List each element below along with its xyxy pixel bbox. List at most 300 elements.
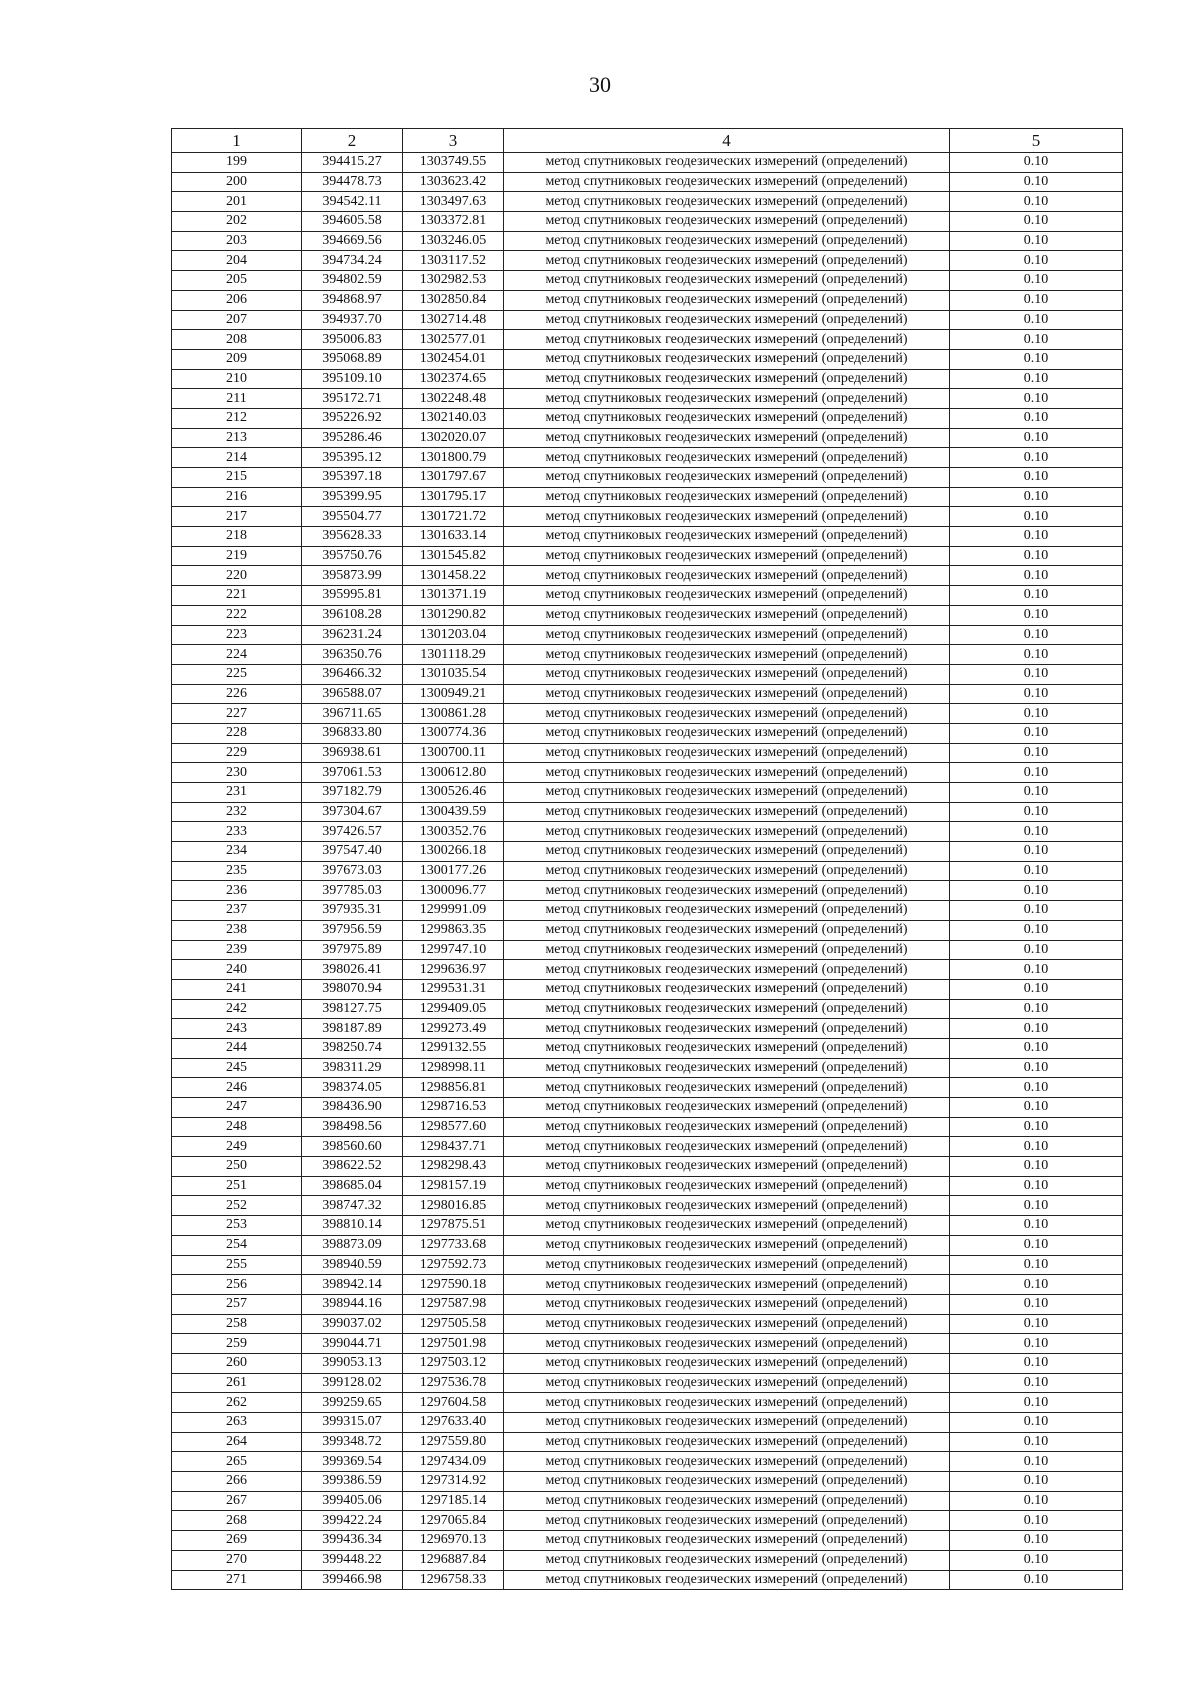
method-cell: метод спутниковых геодезических измерений (определений): [504, 1275, 950, 1295]
point-number-cell: 208: [172, 330, 302, 350]
y-coordinate-cell: 1299531.31: [403, 979, 504, 999]
x-coordinate-cell: 395286.46: [302, 428, 403, 448]
x-coordinate-cell: 397785.03: [302, 881, 403, 901]
table-row: [172, 349, 1123, 369]
point-number-cell: 268: [172, 1511, 302, 1531]
y-coordinate-cell: 1301797.67: [403, 468, 504, 488]
table-header-row: [172, 129, 1123, 153]
method-cell: метод спутниковых геодезических измерений (определений): [504, 625, 950, 645]
table-row: [172, 507, 1123, 527]
table-row: [172, 192, 1123, 212]
accuracy-cell: 0.10: [950, 1511, 1123, 1531]
x-coordinate-cell: 395068.89: [302, 349, 403, 369]
point-number-cell: 254: [172, 1235, 302, 1255]
table-row: [172, 290, 1123, 310]
method-cell: метод спутниковых геодезических измерений (определений): [504, 763, 950, 783]
method-cell: метод спутниковых геодезических измерений (определений): [504, 822, 950, 842]
x-coordinate-cell: 398498.56: [302, 1117, 403, 1137]
x-coordinate-cell: 394734.24: [302, 251, 403, 271]
table-row: [172, 664, 1123, 684]
x-coordinate-cell: 397061.53: [302, 763, 403, 783]
point-number-cell: 245: [172, 1058, 302, 1078]
table-row: [172, 1353, 1123, 1373]
table-row: [172, 920, 1123, 940]
x-coordinate-cell: 395226.92: [302, 408, 403, 428]
method-cell: метод спутниковых геодезических измерений (определений): [504, 349, 950, 369]
method-cell: метод спутниковых геодезических измерений (определений): [504, 468, 950, 488]
y-coordinate-cell: 1299991.09: [403, 901, 504, 921]
method-cell: метод спутниковых геодезических измерений (определений): [504, 487, 950, 507]
point-number-cell: 234: [172, 842, 302, 862]
accuracy-cell: 0.10: [950, 1353, 1123, 1373]
accuracy-cell: 0.10: [950, 1570, 1123, 1590]
accuracy-cell: 0.10: [950, 940, 1123, 960]
x-coordinate-cell: 398187.89: [302, 1019, 403, 1039]
y-coordinate-cell: 1297503.12: [403, 1353, 504, 1373]
table-row: [172, 1491, 1123, 1511]
point-number-cell: 215: [172, 468, 302, 488]
method-cell: метод спутниковых геодезических измерений (определений): [504, 251, 950, 271]
x-coordinate-cell: 398810.14: [302, 1216, 403, 1236]
table-row: [172, 1058, 1123, 1078]
accuracy-cell: 0.10: [950, 428, 1123, 448]
point-number-cell: 270: [172, 1550, 302, 1570]
point-number-cell: 248: [172, 1117, 302, 1137]
y-coordinate-cell: 1301721.72: [403, 507, 504, 527]
point-number-cell: 199: [172, 153, 302, 173]
point-number-cell: 240: [172, 960, 302, 980]
table-row: [172, 723, 1123, 743]
point-number-cell: 225: [172, 664, 302, 684]
point-number-cell: 211: [172, 389, 302, 409]
accuracy-cell: 0.10: [950, 546, 1123, 566]
point-number-cell: 223: [172, 625, 302, 645]
accuracy-cell: 0.10: [950, 1373, 1123, 1393]
x-coordinate-cell: 394415.27: [302, 153, 403, 173]
table-row: [172, 1393, 1123, 1413]
table-row: [172, 645, 1123, 665]
accuracy-cell: 0.10: [950, 1550, 1123, 1570]
accuracy-cell: 0.10: [950, 330, 1123, 350]
table-row: [172, 625, 1123, 645]
y-coordinate-cell: 1299747.10: [403, 940, 504, 960]
y-coordinate-cell: 1298577.60: [403, 1117, 504, 1137]
x-coordinate-cell: 395750.76: [302, 546, 403, 566]
method-cell: метод спутниковых геодезических измерений (определений): [504, 1550, 950, 1570]
accuracy-cell: 0.10: [950, 369, 1123, 389]
table-row: [172, 172, 1123, 192]
table-row: [172, 1117, 1123, 1137]
x-coordinate-cell: 398685.04: [302, 1176, 403, 1196]
y-coordinate-cell: 1298298.43: [403, 1157, 504, 1177]
y-coordinate-cell: 1297590.18: [403, 1275, 504, 1295]
table-row: [172, 1157, 1123, 1177]
point-number-cell: 217: [172, 507, 302, 527]
accuracy-cell: 0.10: [950, 1294, 1123, 1314]
method-cell: метод спутниковых геодезических измерений (определений): [504, 192, 950, 212]
header-col-5: 5: [950, 129, 1123, 153]
x-coordinate-cell: 398250.74: [302, 1038, 403, 1058]
method-cell: метод спутниковых геодезических измерений (определений): [504, 1491, 950, 1511]
y-coordinate-cell: 1300949.21: [403, 684, 504, 704]
table-row: [172, 901, 1123, 921]
x-coordinate-cell: 399386.59: [302, 1472, 403, 1492]
table-row: [172, 1176, 1123, 1196]
table-body: [172, 153, 1123, 1590]
x-coordinate-cell: 394478.73: [302, 172, 403, 192]
point-number-cell: 200: [172, 172, 302, 192]
point-number-cell: 251: [172, 1176, 302, 1196]
method-cell: метод спутниковых геодезических измерений (определений): [504, 310, 950, 330]
y-coordinate-cell: 1297314.92: [403, 1472, 504, 1492]
accuracy-cell: 0.10: [950, 1176, 1123, 1196]
y-coordinate-cell: 1302020.07: [403, 428, 504, 448]
point-number-cell: 258: [172, 1314, 302, 1334]
point-number-cell: 230: [172, 763, 302, 783]
x-coordinate-cell: 397426.57: [302, 822, 403, 842]
method-cell: метод спутниковых геодезических измерений (определений): [504, 1393, 950, 1413]
y-coordinate-cell: 1299409.05: [403, 999, 504, 1019]
header-col-2: 2: [302, 129, 403, 153]
y-coordinate-cell: 1298716.53: [403, 1098, 504, 1118]
y-coordinate-cell: 1300861.28: [403, 704, 504, 724]
y-coordinate-cell: 1300352.76: [403, 822, 504, 842]
header-col-4: 4: [504, 129, 950, 153]
accuracy-cell: 0.10: [950, 1531, 1123, 1551]
y-coordinate-cell: 1301035.54: [403, 664, 504, 684]
x-coordinate-cell: 398374.05: [302, 1078, 403, 1098]
table-row: [172, 1314, 1123, 1334]
table-row: [172, 1294, 1123, 1314]
method-cell: метод спутниковых геодезических измерений (определений): [504, 1157, 950, 1177]
accuracy-cell: 0.10: [950, 999, 1123, 1019]
x-coordinate-cell: 397547.40: [302, 842, 403, 862]
point-number-cell: 260: [172, 1353, 302, 1373]
point-number-cell: 255: [172, 1255, 302, 1275]
accuracy-cell: 0.10: [950, 310, 1123, 330]
accuracy-cell: 0.10: [950, 1038, 1123, 1058]
x-coordinate-cell: 395397.18: [302, 468, 403, 488]
y-coordinate-cell: 1297733.68: [403, 1235, 504, 1255]
accuracy-cell: 0.10: [950, 172, 1123, 192]
accuracy-cell: 0.10: [950, 349, 1123, 369]
point-number-cell: 237: [172, 901, 302, 921]
accuracy-cell: 0.10: [950, 586, 1123, 606]
accuracy-cell: 0.10: [950, 389, 1123, 409]
x-coordinate-cell: 395399.95: [302, 487, 403, 507]
accuracy-cell: 0.10: [950, 1472, 1123, 1492]
method-cell: метод спутниковых геодезических измерений (определений): [504, 743, 950, 763]
accuracy-cell: 0.10: [950, 920, 1123, 940]
table-row: [172, 1570, 1123, 1590]
x-coordinate-cell: 399053.13: [302, 1353, 403, 1373]
method-cell: метод спутниковых геодезических измерений (определений): [504, 881, 950, 901]
y-coordinate-cell: 1301118.29: [403, 645, 504, 665]
accuracy-cell: 0.10: [950, 527, 1123, 547]
x-coordinate-cell: 396588.07: [302, 684, 403, 704]
accuracy-cell: 0.10: [950, 1216, 1123, 1236]
method-cell: метод спутниковых геодезических измерений (определений): [504, 1531, 950, 1551]
x-coordinate-cell: 395395.12: [302, 448, 403, 468]
point-number-cell: 205: [172, 271, 302, 291]
table-row: [172, 960, 1123, 980]
accuracy-cell: 0.10: [950, 645, 1123, 665]
point-number-cell: 259: [172, 1334, 302, 1354]
x-coordinate-cell: 395873.99: [302, 566, 403, 586]
table-row: [172, 527, 1123, 547]
y-coordinate-cell: 1300774.36: [403, 723, 504, 743]
method-cell: метод спутниковых геодезических измерений (определений): [504, 842, 950, 862]
table-row: [172, 212, 1123, 232]
y-coordinate-cell: 1300526.46: [403, 783, 504, 803]
accuracy-cell: 0.10: [950, 822, 1123, 842]
y-coordinate-cell: 1300177.26: [403, 861, 504, 881]
method-cell: метод спутниковых геодезических измерений (определений): [504, 290, 950, 310]
y-coordinate-cell: 1302577.01: [403, 330, 504, 350]
method-cell: метод спутниковых геодезических измерений (определений): [504, 664, 950, 684]
accuracy-cell: 0.10: [950, 1058, 1123, 1078]
table-row: [172, 1196, 1123, 1216]
point-number-cell: 229: [172, 743, 302, 763]
x-coordinate-cell: 396350.76: [302, 645, 403, 665]
point-number-cell: 265: [172, 1452, 302, 1472]
table-row: [172, 428, 1123, 448]
accuracy-cell: 0.10: [950, 802, 1123, 822]
accuracy-cell: 0.10: [950, 1275, 1123, 1295]
table-row: [172, 1098, 1123, 1118]
method-cell: метод спутниковых геодезических измерений (определений): [504, 605, 950, 625]
table-row: [172, 487, 1123, 507]
method-cell: метод спутниковых геодезических измерений (определений): [504, 527, 950, 547]
accuracy-cell: 0.10: [950, 271, 1123, 291]
y-coordinate-cell: 1302454.01: [403, 349, 504, 369]
table-row: [172, 586, 1123, 606]
x-coordinate-cell: 396938.61: [302, 743, 403, 763]
accuracy-cell: 0.10: [950, 1019, 1123, 1039]
y-coordinate-cell: 1301795.17: [403, 487, 504, 507]
y-coordinate-cell: 1301458.22: [403, 566, 504, 586]
table-row: [172, 1216, 1123, 1236]
x-coordinate-cell: 398436.90: [302, 1098, 403, 1118]
x-coordinate-cell: 395628.33: [302, 527, 403, 547]
y-coordinate-cell: 1300700.11: [403, 743, 504, 763]
method-cell: метод спутниковых геодезических измерений (определений): [504, 1432, 950, 1452]
table-row: [172, 684, 1123, 704]
accuracy-cell: 0.10: [950, 743, 1123, 763]
point-number-cell: 236: [172, 881, 302, 901]
y-coordinate-cell: 1302714.48: [403, 310, 504, 330]
method-cell: метод спутниковых геодезических измерений (определений): [504, 704, 950, 724]
table-row: [172, 1255, 1123, 1275]
header-col-3: 3: [403, 129, 504, 153]
method-cell: метод спутниковых геодезических измерений (определений): [504, 1413, 950, 1433]
y-coordinate-cell: 1297536.78: [403, 1373, 504, 1393]
method-cell: метод спутниковых геодезических измерений (определений): [504, 901, 950, 921]
method-cell: метод спутниковых геодезических измерений (определений): [504, 920, 950, 940]
point-number-cell: 206: [172, 290, 302, 310]
accuracy-cell: 0.10: [950, 1235, 1123, 1255]
x-coordinate-cell: 397975.89: [302, 940, 403, 960]
table-row: [172, 999, 1123, 1019]
accuracy-cell: 0.10: [950, 842, 1123, 862]
x-coordinate-cell: 398560.60: [302, 1137, 403, 1157]
accuracy-cell: 0.10: [950, 251, 1123, 271]
method-cell: метод спутниковых геодезических измерений (определений): [504, 1098, 950, 1118]
x-coordinate-cell: 394605.58: [302, 212, 403, 232]
y-coordinate-cell: 1302374.65: [403, 369, 504, 389]
table-row: [172, 881, 1123, 901]
y-coordinate-cell: 1303497.63: [403, 192, 504, 212]
point-number-cell: 233: [172, 822, 302, 842]
y-coordinate-cell: 1303117.52: [403, 251, 504, 271]
x-coordinate-cell: 397673.03: [302, 861, 403, 881]
method-cell: метод спутниковых геодезических измерений (определений): [504, 1472, 950, 1492]
method-cell: метод спутниковых геодезических измерений (определений): [504, 330, 950, 350]
method-cell: метод спутниковых геодезических измерений (определений): [504, 1511, 950, 1531]
x-coordinate-cell: 395995.81: [302, 586, 403, 606]
method-cell: метод спутниковых геодезических измерений (определений): [504, 1058, 950, 1078]
method-cell: метод спутниковых геодезических измерений (определений): [504, 1078, 950, 1098]
y-coordinate-cell: 1297559.80: [403, 1432, 504, 1452]
table-row: [172, 1137, 1123, 1157]
point-number-cell: 210: [172, 369, 302, 389]
method-cell: метод спутниковых геодезических измерений (определений): [504, 507, 950, 527]
y-coordinate-cell: 1303372.81: [403, 212, 504, 232]
y-coordinate-cell: 1297633.40: [403, 1413, 504, 1433]
accuracy-cell: 0.10: [950, 979, 1123, 999]
point-number-cell: 228: [172, 723, 302, 743]
point-number-cell: 227: [172, 704, 302, 724]
accuracy-cell: 0.10: [950, 1255, 1123, 1275]
y-coordinate-cell: 1296970.13: [403, 1531, 504, 1551]
point-number-cell: 235: [172, 861, 302, 881]
point-number-cell: 271: [172, 1570, 302, 1590]
method-cell: метод спутниковых геодезических измерений (определений): [504, 428, 950, 448]
y-coordinate-cell: 1299863.35: [403, 920, 504, 940]
x-coordinate-cell: 399448.22: [302, 1550, 403, 1570]
method-cell: метод спутниковых геодезических измерений (определений): [504, 1176, 950, 1196]
table-row: [172, 1472, 1123, 1492]
table-row: [172, 369, 1123, 389]
method-cell: метод спутниковых геодезических измерений (определений): [504, 1452, 950, 1472]
method-cell: метод спутниковых геодезических измерений (определений): [504, 231, 950, 251]
table-row: [172, 605, 1123, 625]
accuracy-cell: 0.10: [950, 290, 1123, 310]
table-row: [172, 1235, 1123, 1255]
y-coordinate-cell: 1296887.84: [403, 1550, 504, 1570]
x-coordinate-cell: 396108.28: [302, 605, 403, 625]
y-coordinate-cell: 1301203.04: [403, 625, 504, 645]
table-row: [172, 330, 1123, 350]
point-number-cell: 218: [172, 527, 302, 547]
point-number-cell: 246: [172, 1078, 302, 1098]
accuracy-cell: 0.10: [950, 1491, 1123, 1511]
point-number-cell: 221: [172, 586, 302, 606]
x-coordinate-cell: 398622.52: [302, 1157, 403, 1177]
y-coordinate-cell: 1301290.82: [403, 605, 504, 625]
x-coordinate-cell: 399466.98: [302, 1570, 403, 1590]
page-number: 30: [589, 72, 611, 97]
x-coordinate-cell: 398873.09: [302, 1235, 403, 1255]
x-coordinate-cell: 399422.24: [302, 1511, 403, 1531]
point-number-cell: 214: [172, 448, 302, 468]
point-number-cell: 201: [172, 192, 302, 212]
table-row: [172, 743, 1123, 763]
method-cell: метод спутниковых геодезических измерений (определений): [504, 546, 950, 566]
header-col-1: 1: [172, 129, 302, 153]
method-cell: метод спутниковых геодезических измерений (определений): [504, 940, 950, 960]
table-row: [172, 1373, 1123, 1393]
point-number-cell: 244: [172, 1038, 302, 1058]
table-row: [172, 940, 1123, 960]
x-coordinate-cell: 396231.24: [302, 625, 403, 645]
method-cell: метод спутниковых геодезических измерений (определений): [504, 645, 950, 665]
accuracy-cell: 0.10: [950, 901, 1123, 921]
method-cell: метод спутниковых геодезических измерений (определений): [504, 979, 950, 999]
method-cell: метод спутниковых геодезических измерений (определений): [504, 1235, 950, 1255]
accuracy-cell: 0.10: [950, 212, 1123, 232]
table-row: [172, 1078, 1123, 1098]
y-coordinate-cell: 1301633.14: [403, 527, 504, 547]
table-row: [172, 389, 1123, 409]
y-coordinate-cell: 1297185.14: [403, 1491, 504, 1511]
x-coordinate-cell: 397304.67: [302, 802, 403, 822]
point-number-cell: 226: [172, 684, 302, 704]
method-cell: метод спутниковых геодезических измерений (определений): [504, 723, 950, 743]
accuracy-cell: 0.10: [950, 881, 1123, 901]
point-number-cell: 231: [172, 783, 302, 803]
method-cell: метод спутниковых геодезических измерений (определений): [504, 1038, 950, 1058]
x-coordinate-cell: 395109.10: [302, 369, 403, 389]
table-row: [172, 546, 1123, 566]
point-number-cell: 238: [172, 920, 302, 940]
method-cell: метод спутниковых геодезических измерений (определений): [504, 448, 950, 468]
y-coordinate-cell: 1301800.79: [403, 448, 504, 468]
y-coordinate-cell: 1297501.98: [403, 1334, 504, 1354]
x-coordinate-cell: 399369.54: [302, 1452, 403, 1472]
method-cell: метод спутниковых геодезических измерений (определений): [504, 153, 950, 173]
point-number-cell: 220: [172, 566, 302, 586]
y-coordinate-cell: 1300612.80: [403, 763, 504, 783]
accuracy-cell: 0.10: [950, 684, 1123, 704]
y-coordinate-cell: 1297592.73: [403, 1255, 504, 1275]
x-coordinate-cell: 394542.11: [302, 192, 403, 212]
x-coordinate-cell: 398942.14: [302, 1275, 403, 1295]
y-coordinate-cell: 1299132.55: [403, 1038, 504, 1058]
table-row: [172, 842, 1123, 862]
accuracy-cell: 0.10: [950, 1196, 1123, 1216]
point-number-cell: 247: [172, 1098, 302, 1118]
y-coordinate-cell: 1297434.09: [403, 1452, 504, 1472]
x-coordinate-cell: 396466.32: [302, 664, 403, 684]
table-row: [172, 979, 1123, 999]
table-row: [172, 1413, 1123, 1433]
accuracy-cell: 0.10: [950, 192, 1123, 212]
point-number-cell: 249: [172, 1137, 302, 1157]
accuracy-cell: 0.10: [950, 1413, 1123, 1433]
accuracy-cell: 0.10: [950, 1117, 1123, 1137]
table-row: [172, 1275, 1123, 1295]
x-coordinate-cell: 399436.34: [302, 1531, 403, 1551]
x-coordinate-cell: 398311.29: [302, 1058, 403, 1078]
point-number-cell: 264: [172, 1432, 302, 1452]
accuracy-cell: 0.10: [950, 487, 1123, 507]
x-coordinate-cell: 399315.07: [302, 1413, 403, 1433]
accuracy-cell: 0.10: [950, 763, 1123, 783]
x-coordinate-cell: 398127.75: [302, 999, 403, 1019]
y-coordinate-cell: 1302140.03: [403, 408, 504, 428]
y-coordinate-cell: 1297065.84: [403, 1511, 504, 1531]
